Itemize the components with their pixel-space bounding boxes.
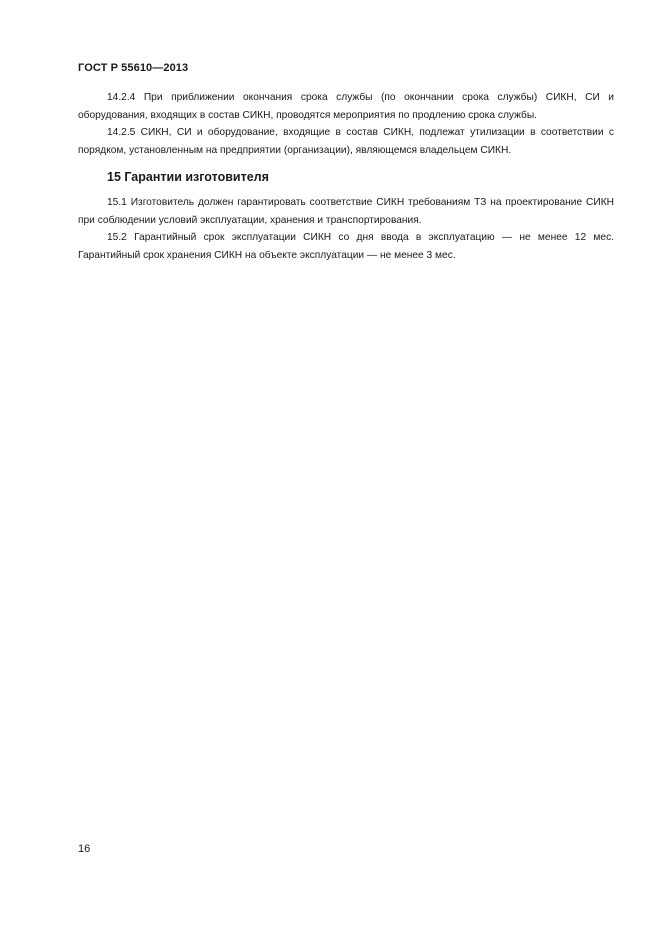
page-number: 16	[78, 843, 91, 855]
document-body	[78, 89, 614, 264]
paragraph-14-2-5: 14.2.5 СИКН, СИ и оборудование, входящие в состав СИКН, подлежат утилизации в соответствии с порядком, установленным на предприятии (организации), являющемся владельцем СИКН.	[78, 127, 614, 156]
document-header: ГОСТ Р 55610—2013	[78, 62, 189, 74]
paragraph-15-2: 15.2 Гарантийный срок эксплуатации СИКН со дня ввода в эксплуатацию — не менее 12 мес. Гарантийный срок хранения СИКН на объекте эксплуатации — не менее 3 мес.	[78, 232, 614, 261]
paragraph-14-2-4: 14.2.4 При приближении окончания срока службы (по окончании срока службы) СИКН, СИ и оборудования, входящих в состав СИКН, проводятся мероприятия по продлению срока службы.	[78, 92, 614, 121]
paragraph-15-1: 15.1 Изготовитель должен гарантировать соответствие СИКН требованиям ТЗ на проектирование СИКН при соблюдении условий эксплуатации, хранения и транспортирования.	[78, 197, 614, 226]
section-heading: 15 Гарантии изготовителя	[107, 170, 269, 184]
